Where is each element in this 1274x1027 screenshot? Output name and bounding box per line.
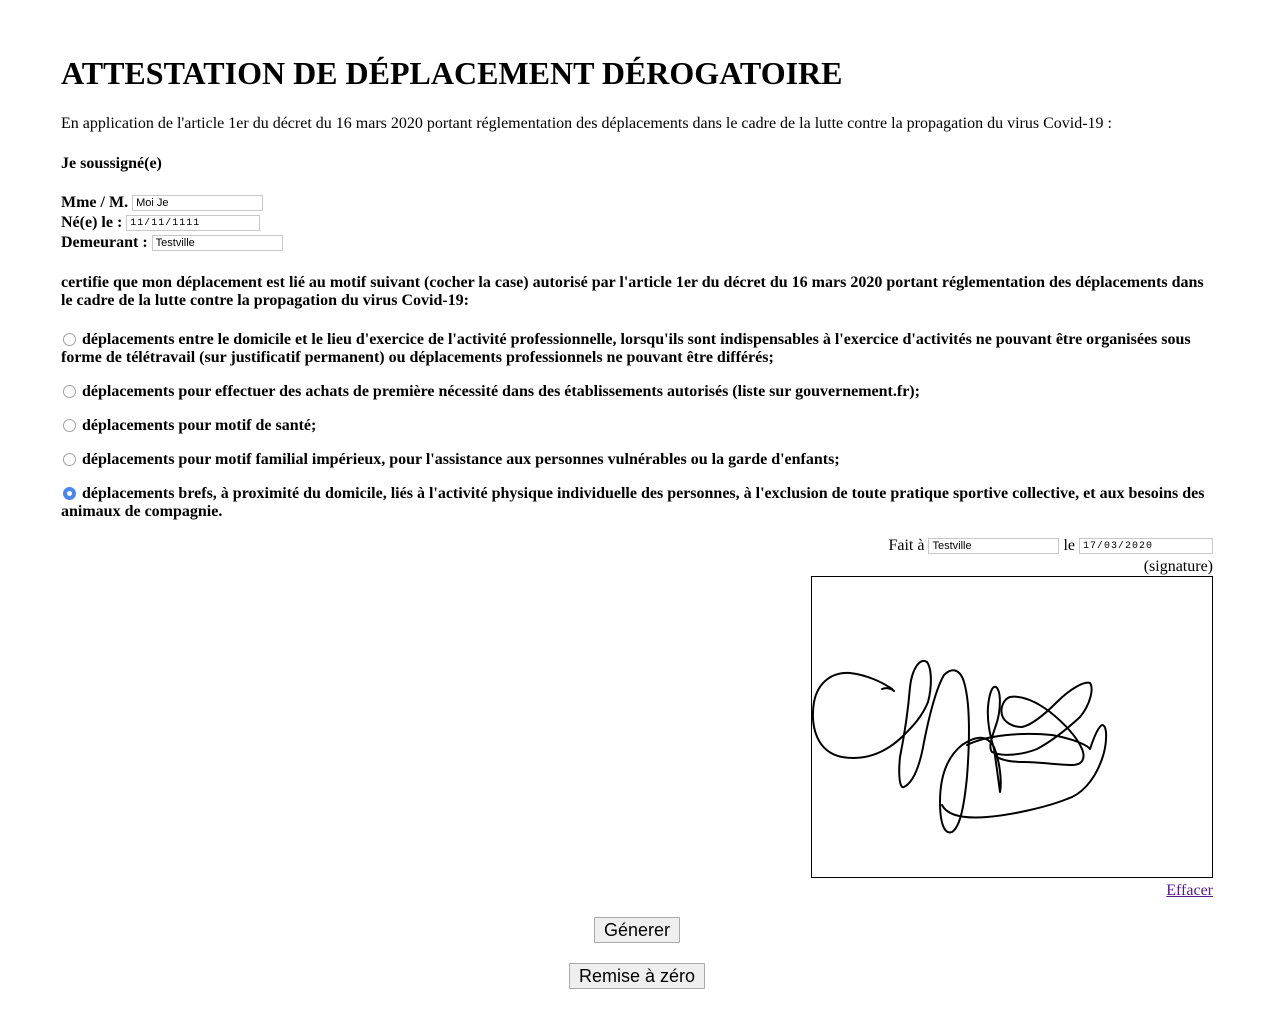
signature-canvas[interactable] [811,576,1213,878]
fait-row [888,536,1213,556]
page-title: ATTESTATION DE DÉPLACEMENT DÉROGATOIRE [61,55,843,91]
motif-label-health: déplacements pour motif de santé; [82,417,317,434]
motif-label-work: déplacements entre le domicile et le lieu d'exercice de l'activité professionnelle, lorsqu'ils sont indispensables à l'exercice d'activités ne pouvant être organisées sous forme de télétravail (sur justificatif permanent) ou déplacements professionnels ne pouvant être différés; [61,331,1191,366]
date-input[interactable] [1079,538,1213,554]
intro-text: En application de l'article 1er du décret du 16 mars 2020 portant réglementation des déplacements dans le cadre de la lutte contre la propagation du virus Covid-19 : [61,115,1112,132]
name-row [61,193,263,213]
reset-button[interactable]: Remise à zéro [569,963,705,989]
motif-radio-health[interactable] [63,419,76,432]
motif-label-exercise: déplacements brefs, à proximité du domicile, liés à l'activité physique individuelle des personnes, à l'exclusion de toute pratique sportive collective, et aux besoins des animaux de compagnie. [61,485,1205,520]
motif-label-family: déplacements pour motif familial impérieux, pour l'assistance aux personnes vulnérables ou la garde d'enfants; [82,451,840,468]
motif-radio-family[interactable] [63,453,76,466]
soussigne-label: Je soussigné(e) [61,155,162,172]
date-label: le [1063,537,1075,554]
place-label: Fait à [888,537,925,554]
motif-option-family[interactable] [61,451,1213,469]
motif-label-shopping: déplacements pour effectuer des achats de première nécessité dans des établissements autorisés (liste sur gouvernement.fr); [82,383,920,400]
birth-date-input[interactable] [126,215,260,231]
birth-label: Né(e) le : [61,214,123,231]
certifie-text: certifie que mon déplacement est lié au motif suivant (cocher la case) autorisé par l'article 1er du décret du 16 mars 2020 portant réglementation des déplacements dans le cadre de la lutte contre la propagation du virus Covid-19: [61,274,1204,309]
motif-option-shopping[interactable] [61,383,1213,401]
name-input[interactable] [132,195,263,211]
signature-label: (signature) [1143,558,1213,575]
address-input[interactable] [152,235,283,251]
signature-drawing [812,577,1212,877]
generate-button[interactable]: Génerer [594,917,680,943]
address-row [61,233,283,253]
motif-option-work[interactable] [61,331,1213,367]
address-label: Demeurant : [61,234,148,251]
motif-radio-exercise[interactable] [63,487,76,500]
motif-radio-work[interactable] [63,333,76,346]
place-input[interactable] [928,538,1059,554]
clear-signature-link[interactable]: Effacer [1166,882,1213,899]
birth-row [61,213,260,233]
motif-option-health[interactable] [61,417,1213,435]
motif-radio-shopping[interactable] [63,385,76,398]
name-label: Mme / M. [61,194,129,211]
motif-option-exercise[interactable] [61,485,1213,521]
